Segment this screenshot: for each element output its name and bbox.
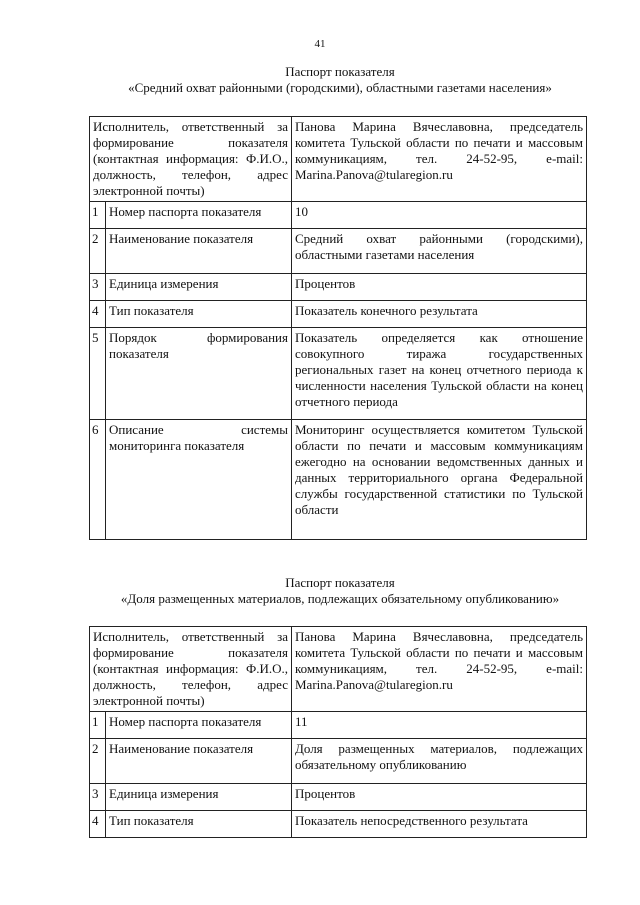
- executor-value: Панова Марина Вячеславовна, председатель комитета Тульской области по печати и массовым коммуникациям, тел. 24-52-95, e-mail: Marina.Panova@tularegion.ru: [292, 117, 587, 202]
- row-number: 5: [90, 328, 106, 420]
- table-row: [90, 712, 587, 739]
- executor-label: Исполнитель, ответственный за формирование показателя (контактная информация: Ф.И.О., должность, телефон, адрес электронной почты): [90, 627, 292, 712]
- row-value: Показатель определяется как отношение совокупного тиража государственных региональных газет на конец отчетного периода к численности населения Тульской области на конец отчетного периода: [292, 328, 587, 420]
- row-label: Номер паспорта показателя: [106, 202, 292, 229]
- row-value: 11: [292, 712, 587, 739]
- table-row: [90, 274, 587, 301]
- passport-2-title: [60, 575, 620, 607]
- executor-value: Панова Марина Вячеславовна, председатель комитета Тульской области по печати и массовым коммуникациям, тел. 24-52-95, e-mail: Marina.Panova@tularegion.ru: [292, 627, 587, 712]
- row-label: Тип показателя: [106, 301, 292, 328]
- table-row: [90, 229, 587, 274]
- row-value: Доля размещенных материалов, подлежащих обязательному опубликованию: [292, 739, 587, 784]
- row-label: Наименование показателя: [106, 739, 292, 784]
- row-label: Описание системы мониторинга показателя: [106, 420, 292, 540]
- row-number: 2: [90, 739, 106, 784]
- row-number: 6: [90, 420, 106, 540]
- row-value: Показатель непосредственного результата: [292, 811, 587, 838]
- table-row: [90, 301, 587, 328]
- row-label: Тип показателя: [106, 811, 292, 838]
- passport-2-table: [89, 626, 587, 838]
- row-number: 3: [90, 784, 106, 811]
- table-row: [90, 739, 587, 784]
- row-number: 1: [90, 202, 106, 229]
- row-value: Процентов: [292, 784, 587, 811]
- table-row: [90, 811, 587, 838]
- table-row: [90, 117, 587, 202]
- row-label: Номер паспорта показателя: [106, 712, 292, 739]
- passport-1-table: [89, 116, 587, 540]
- table-row: [90, 328, 587, 420]
- passport-1-title-line2: «Средний охват районными (городскими), областными газетами населения»: [128, 80, 552, 95]
- row-label: Единица измерения: [106, 784, 292, 811]
- row-value: Показатель конечного результата: [292, 301, 587, 328]
- row-number: 4: [90, 811, 106, 838]
- row-label: Порядок формирования показателя: [106, 328, 292, 420]
- row-value: 10: [292, 202, 587, 229]
- passport-2-title-line1: Паспорт показателя: [285, 575, 395, 590]
- row-label: Наименование показателя: [106, 229, 292, 274]
- row-number: 3: [90, 274, 106, 301]
- table-row: [90, 202, 587, 229]
- table-row: [90, 784, 587, 811]
- row-number: 4: [90, 301, 106, 328]
- row-label: Единица измерения: [106, 274, 292, 301]
- passport-1-title-line1: Паспорт показателя: [285, 64, 395, 79]
- page-number: 41: [314, 38, 326, 50]
- row-value: Процентов: [292, 274, 587, 301]
- row-value: Мониторинг осуществляется комитетом Тульской области по печати и массовым коммуникациям ежегодно на основании ведомственных данных и данных территориального органа Федеральной службы государственной статистики по Тульской области: [292, 420, 587, 540]
- row-number: 1: [90, 712, 106, 739]
- table-row: [90, 627, 587, 712]
- row-number: 2: [90, 229, 106, 274]
- passport-1-title: [60, 64, 620, 96]
- row-value: Средний охват районными (городскими), областными газетами населения: [292, 229, 587, 274]
- executor-label: Исполнитель, ответственный за формирование показателя (контактная информация: Ф.И.О., должность, телефон, адрес электронной почты): [90, 117, 292, 202]
- passport-2-title-line2: «Доля размещенных материалов, подлежащих обязательному опубликованию»: [120, 591, 560, 606]
- table-row: [90, 420, 587, 540]
